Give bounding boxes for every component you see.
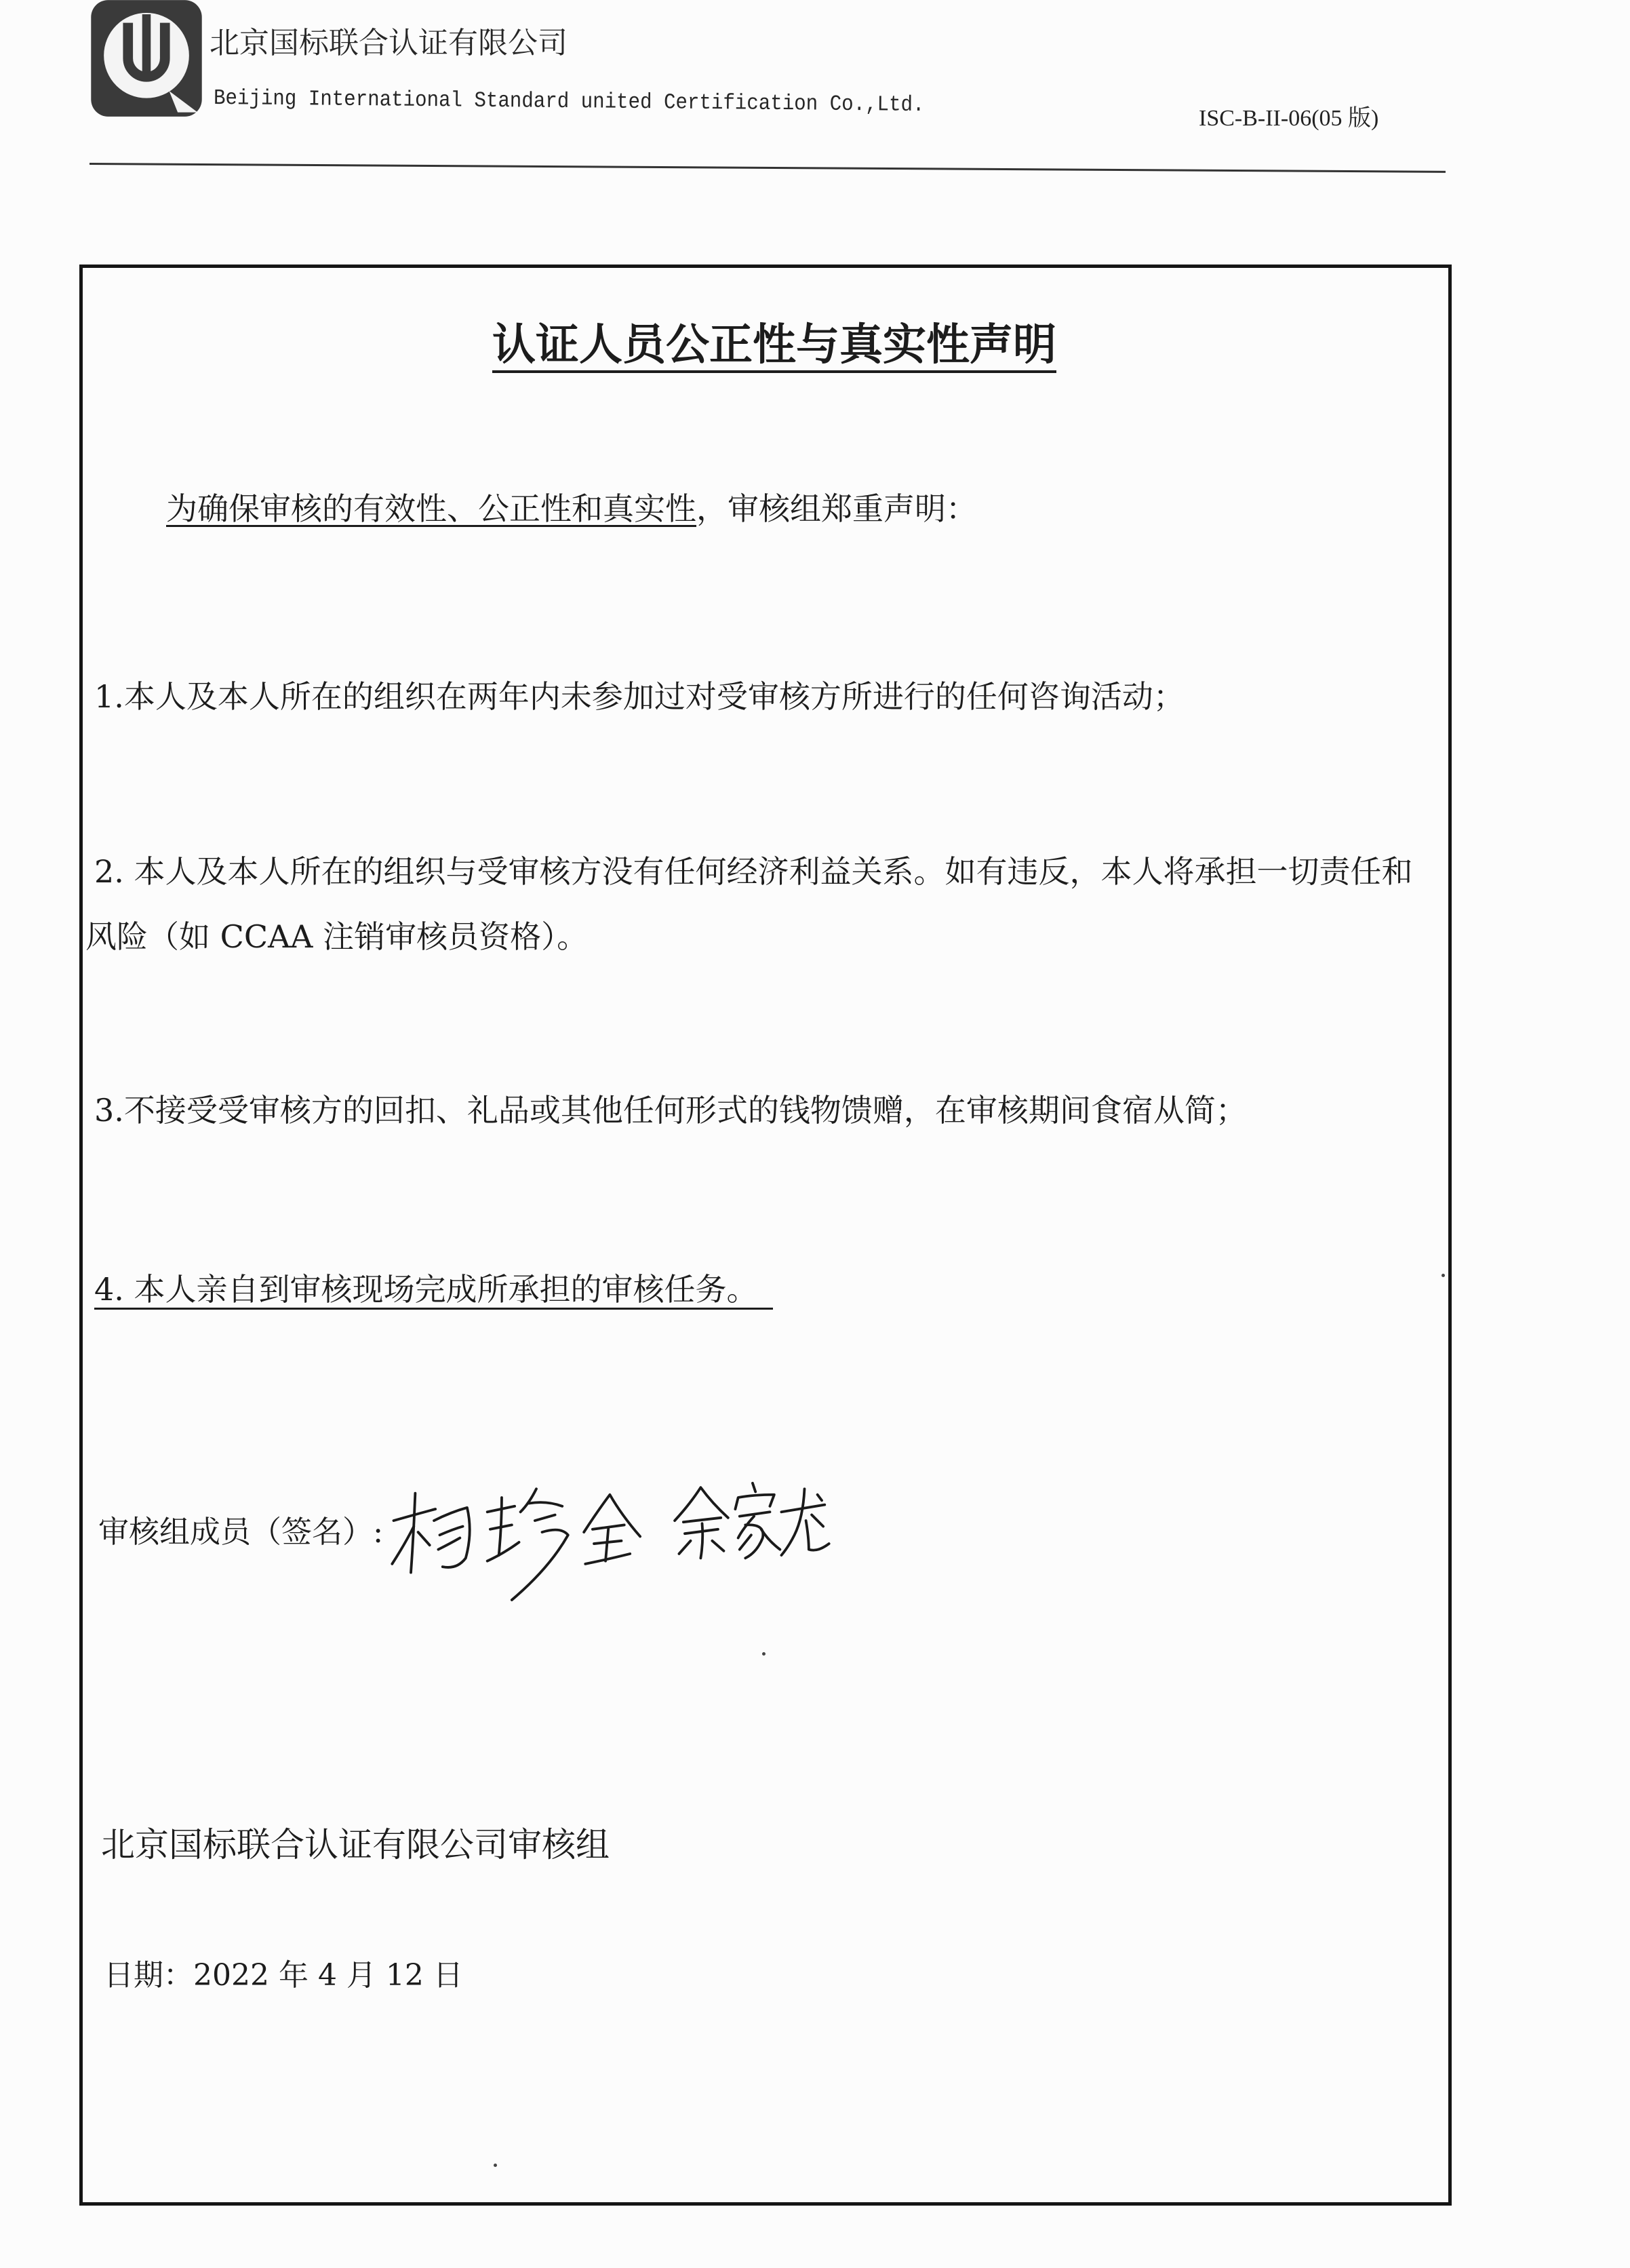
company-logo-icon — [90, 0, 203, 118]
audit-team-organization: 北京国标联合认证有限公司审核组 — [101, 1825, 610, 1864]
declaration-item-4: 4. 本人亲自到审核现场完成所承担的审核任务。 — [94, 1273, 773, 1310]
intro-statement — [166, 491, 977, 527]
declaration-item-2-line-1: 2. 本人及本人所在的组织与受审核方没有任何经济利益关系。如有违反，本人将承担一切责任和 — [94, 853, 1413, 890]
date-label: 日期： — [104, 1958, 193, 1993]
declaration-item-3: 3.不接受受审核方的回扣、礼品或其他任何形式的钱物馈赠，在审核期间食宿从简； — [94, 1092, 1247, 1129]
scan-speck — [1442, 1274, 1445, 1277]
handwritten-signature — [383, 1474, 838, 1611]
intro-rest-text: ，审核组郑重声明： — [696, 490, 977, 527]
scan-speck — [494, 2164, 497, 2167]
declaration-frame — [79, 265, 1452, 2206]
scan-speck — [762, 1652, 766, 1656]
company-name-en: Beijing International Standard united Certification Co.,Ltd. — [213, 85, 925, 118]
signing-date — [104, 1959, 463, 1993]
form-code: ISC-B-II-06(05 版) — [1199, 106, 1379, 131]
signature-label: 审核组成员（签名）: — [98, 1514, 384, 1550]
intro-underlined-text: 为确保审核的有效性、公正性和真实性 — [166, 490, 696, 527]
declaration-item-2-line-2: 风险（如 CCAA 注销审核员资格）。 — [85, 918, 589, 955]
declaration-item-1: 1.本人及本人所在的组织在两年内未参加过对受审核方所进行的任何咨询活动； — [94, 678, 1185, 715]
date-value: 2022 年 4 月 12 日 — [193, 1958, 463, 1993]
company-name-cn: 北京国标联合认证有限公司 — [210, 26, 568, 60]
page-title: 认证人员公正性与真实性声明 — [492, 321, 1056, 373]
title-container — [0, 321, 1549, 373]
header-divider — [90, 163, 1446, 173]
